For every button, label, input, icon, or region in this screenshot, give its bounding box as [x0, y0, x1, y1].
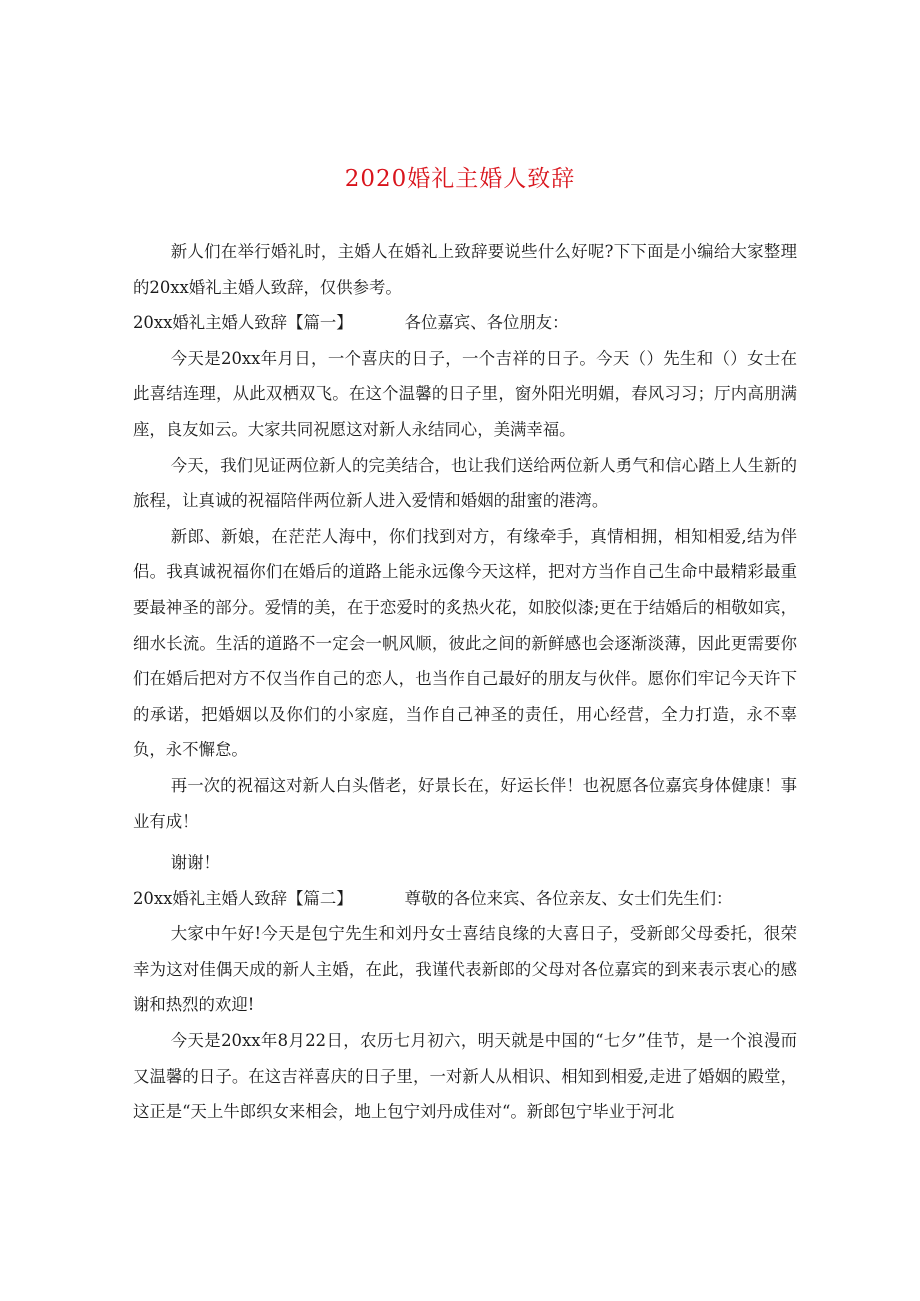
section-heading-2: [133, 881, 797, 917]
section-title-1: 20xx婚礼主婚人致辞【篇一】: [133, 313, 353, 333]
body-paragraph: 今天是20xx年月日，一个喜庆的日子，一个吉祥的日子。今天（）先生和（）女士在此喜结连理，从此双栖双飞。在这个温馨的日子里，窗外阳光明媚，春风习习；厅内高朋满座，良友如云。大家共同祝愿这对新人永结同心，美满幸福。: [133, 348, 797, 439]
body-paragraph: 今天，我们见证两位新人的完美结合，也让我们送给两位新人勇气和信心踏上人生新的旅程，让真诚的祝福陪伴两位新人进入爱情和婚姻的甜蜜的港湾。: [133, 455, 797, 511]
thanks-line: 谢谢！: [170, 853, 220, 873]
section-salutation-2: 尊敬的各位来宾、各位亲友、女士们先生们：: [404, 888, 733, 908]
section-heading-1: [133, 305, 797, 341]
document-body: [133, 234, 797, 1130]
body-paragraph: 新郎、新娘，在茫茫人海中，你们找到对方，有缘牵手，真情相拥，相知相爱,结为伴侣。我真诚祝福你们在婚后的道路上能永远像今天这样，把对方当作自己生命中最精彩最重要最神圣的部分。爱情的美，在于恋爱时的炙热火花，如胶似漆;更在于结婚后的相敬如宾，细水长流。生活的道路不一定会一帆风顺，彼此之间的新鲜感也会逐渐淡薄，因此更需要你们在婚后把对方不仅当作自己的恋人，也当作自己最好的朋友与伙伴。愿你们牢记今天许下的承诺，把婚姻以及你们的小家庭，当作自己神圣的责任，用心经营，全力打造，永不辜负，永不懈怠。: [133, 526, 797, 760]
body-paragraph: 今天是20xx年8月22日，农历七月初六，明天就是中国的“七夕”佳节，是一个浪漫而又温馨的日子。在这吉祥喜庆的日子里，一对新人从相识、相知到相爱,走进了婚姻的殿堂，这正是“天上牛郎织女来相会，地上包宁刘丹成佳对“。新郎包宁毕业于河北: [133, 1031, 797, 1122]
document-title: 2020婚礼主婚人致辞: [344, 166, 576, 192]
section-salutation-1: 各位嘉宾、各位朋友：: [404, 313, 569, 333]
body-paragraph: 再一次的祝福这对新人白头偕老，好景长在，好运长伴！也祝愿各位嘉宾身体健康！事业有成！: [133, 775, 797, 831]
body-paragraph: 大家中午好!今天是包宁先生和刘丹女士喜结良缘的大喜日子，受新郎父母委托，很荣幸为这对佳偶天成的新人主婚，在此，我谨代表新郎的父母对各位嘉宾的到来表示衷心的感谢和热烈的欢迎!: [133, 924, 797, 1015]
section-title-2: 20xx婚礼主婚人致辞【篇二】: [133, 888, 353, 908]
intro-paragraph: 新人们在举行婚礼时，主婚人在婚礼上致辞要说些什么好呢?下下面是小编给大家整理的20xx婚礼主婚人致辞，仅供参考。: [133, 242, 797, 297]
